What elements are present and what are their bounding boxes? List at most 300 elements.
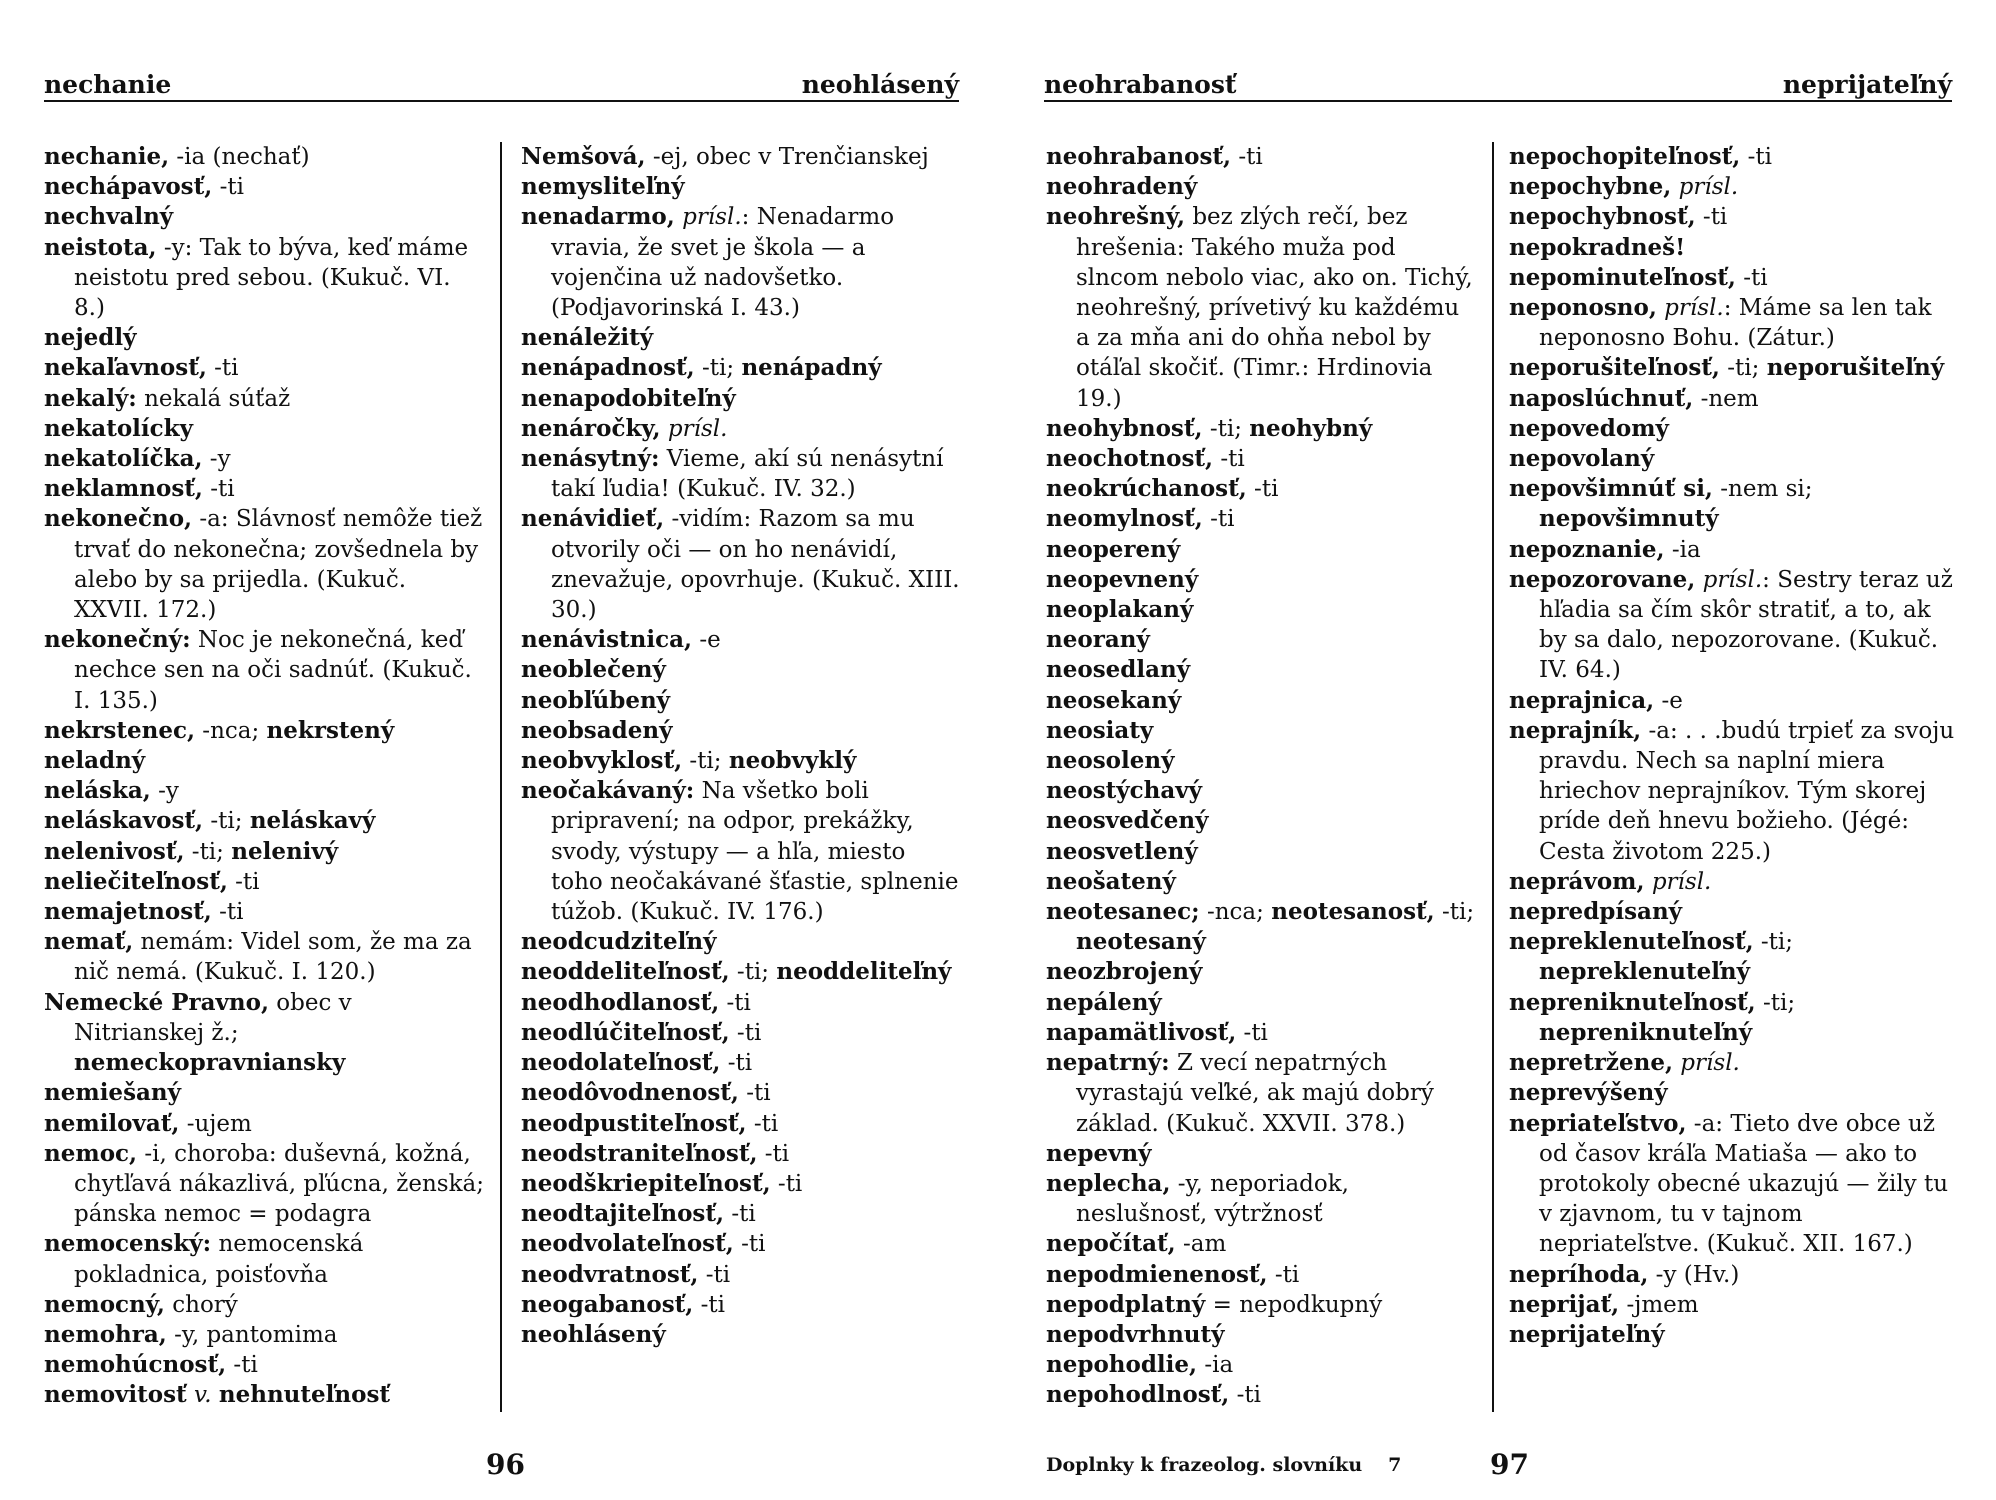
dictionary-entry bbox=[1046, 1380, 1476, 1410]
definition-text: -ti bbox=[202, 476, 235, 503]
definition-text: -ti; bbox=[1753, 929, 1794, 956]
definition-text: -e bbox=[1654, 687, 1683, 714]
definition-text: nemocenská pokladnica, poisťovňa bbox=[74, 1231, 364, 1288]
dictionary-entry bbox=[1046, 625, 1476, 655]
dictionary-entry bbox=[1046, 1320, 1476, 1350]
definition-text: -jmem bbox=[1619, 1291, 1699, 1318]
definition-text: -ti; bbox=[184, 838, 232, 865]
dictionary-entry bbox=[1509, 1290, 1955, 1320]
headword: nepodmienenosť, bbox=[1046, 1260, 1268, 1288]
definition-text: -ti bbox=[719, 989, 751, 1016]
headword: neostýchavý bbox=[1046, 777, 1202, 805]
headword: nepochybnosť, bbox=[1509, 203, 1696, 231]
dictionary-entry bbox=[1509, 988, 1955, 1048]
headword: neošatený bbox=[1046, 867, 1176, 895]
dictionary-entry bbox=[521, 444, 961, 504]
headword: neodvolateľnosť, bbox=[521, 1230, 734, 1258]
headword: neochotnosť, bbox=[1046, 445, 1214, 473]
dictionary-entry bbox=[1046, 1139, 1476, 1169]
definition-text: -ti bbox=[1735, 264, 1768, 291]
definition-text: -a: . . .budú trpieť za svoju pravdu. Nech sa naplní miera hriechov neprajníkov. Tým skorej príde deň hnevu božieho. (Jégé: Cesta životom 225.) bbox=[1539, 717, 1955, 865]
headword: nekonečný: bbox=[44, 626, 191, 654]
definition-text: -ti bbox=[1740, 144, 1772, 170]
definition-text: -ti bbox=[770, 1170, 803, 1197]
dictionary-entry bbox=[44, 444, 484, 474]
dictionary-entry bbox=[521, 957, 961, 987]
dictionary-entry bbox=[1046, 504, 1476, 534]
dictionary-entry bbox=[1046, 988, 1476, 1018]
dictionary-entry bbox=[44, 1290, 484, 1320]
definition-text: Vieme, akí sú nenásytní takí ľudia! (Kukuč. IV. 32.) bbox=[551, 446, 944, 503]
definition-text: : Nenadarmo vravia, že svet je škola — a vojenčina už nadovšetko. (Podjavorinská I. 43.) bbox=[551, 204, 895, 322]
headword: neogabanosť, bbox=[521, 1290, 694, 1318]
headword: neprevýšený bbox=[1509, 1079, 1668, 1107]
dictionary-entry bbox=[1046, 1350, 1476, 1380]
dictionary-entry bbox=[44, 142, 484, 172]
dictionary-entry bbox=[1509, 233, 1955, 263]
dictionary-entry bbox=[44, 1350, 484, 1380]
dictionary-entry bbox=[1509, 353, 1955, 383]
dictionary-entry bbox=[521, 776, 961, 927]
dictionary-entry bbox=[44, 897, 484, 927]
definition-text: -ti bbox=[211, 899, 244, 926]
dictionary-entry bbox=[44, 1320, 484, 1350]
headword: neozbrojený bbox=[1046, 958, 1203, 986]
dictionary-entry bbox=[1046, 1260, 1476, 1290]
dictionary-entry bbox=[44, 1078, 484, 1108]
headword: neohrabanosť, bbox=[1046, 143, 1232, 170]
dictionary-entry bbox=[521, 1078, 961, 1108]
dictionary-entry bbox=[44, 384, 484, 414]
headword: nemocenský: bbox=[44, 1230, 212, 1258]
dictionary-entry bbox=[1046, 202, 1476, 413]
headword: neprajník, bbox=[1509, 716, 1642, 744]
headword: nepreniknuteľnosť, bbox=[1509, 988, 1756, 1016]
dictionary-entry bbox=[1509, 867, 1955, 897]
definition-text: Noc je nekonečná, keď nechce sen na oči sadnúť. (Kukuč. I. 135.) bbox=[74, 627, 472, 714]
headword: neosvetlený bbox=[1046, 837, 1198, 865]
dictionary-entry bbox=[1046, 897, 1476, 957]
headword: neodcudziteľný bbox=[521, 928, 717, 956]
dictionary-entry bbox=[1509, 1048, 1955, 1078]
dictionary-entry bbox=[1509, 172, 1955, 202]
headword: nepriateľstvo, bbox=[1509, 1109, 1687, 1137]
headword: nepoznanie, bbox=[1509, 535, 1665, 563]
dictionary-entry bbox=[1509, 1320, 1955, 1350]
dictionary-entry bbox=[1046, 565, 1476, 595]
dictionary-entry bbox=[1046, 957, 1476, 987]
grammar-label: prísl. bbox=[1656, 295, 1724, 322]
definition-text: -ti bbox=[698, 1261, 731, 1288]
related-headword: neobvyklý bbox=[728, 747, 857, 775]
definition-text: -i, choroba: duševná, kožná, chytľavá nákazlivá, pľúcna, ženská; pánska nemoc = podagra bbox=[74, 1140, 485, 1228]
dictionary-entry bbox=[1046, 1048, 1476, 1139]
headword: nenapodobiteľný bbox=[521, 384, 736, 412]
dictionary-entry bbox=[521, 1229, 961, 1259]
definition-text: Na všetko boli pripravení; na odpor, prekážky, svody, výstupy — a hľa, miesto toho neočakávané šťastie, splnenie túžob. (Kukuč. IV. 176.) bbox=[551, 778, 959, 926]
definition-text: -ti bbox=[1236, 1019, 1268, 1046]
dictionary-entry bbox=[1509, 202, 1955, 232]
dictionary-entry bbox=[1046, 535, 1476, 565]
headword: nepovedomý bbox=[1509, 414, 1669, 442]
column-divider bbox=[500, 142, 502, 1412]
dictionary-entry bbox=[1046, 172, 1476, 202]
signature-note bbox=[1046, 1454, 1401, 1476]
definition-text: : Sestry teraz už hľadia sa čím skôr stratiť, a to, ak by sa dalo, nepozorovane. (Kukuč. IV. 64.) bbox=[1539, 566, 1953, 684]
dictionary-entry bbox=[521, 1199, 961, 1229]
related-headword: neotesanosť, bbox=[1271, 898, 1435, 926]
dictionary-entry bbox=[1046, 444, 1476, 474]
headword: nenáročky, bbox=[521, 414, 661, 442]
headword: nepálený bbox=[1046, 988, 1162, 1016]
signature-note-text: Doplnky k frazeolog. slovníku bbox=[1046, 1454, 1363, 1476]
related-headword: nepovšimnutý bbox=[1539, 505, 1719, 533]
headword: neodolateľnosť, bbox=[521, 1049, 721, 1077]
dictionary-entry bbox=[1509, 474, 1955, 534]
definition-text: -ia bbox=[1664, 536, 1701, 563]
dictionary-entry bbox=[44, 806, 484, 836]
headword: neokrúchanosť, bbox=[1046, 475, 1247, 503]
dictionary-entry bbox=[521, 323, 961, 353]
headword: nemocný, bbox=[44, 1290, 165, 1318]
headword: neodškriepiteľnosť, bbox=[521, 1169, 771, 1197]
headword: nepohodlie, bbox=[1046, 1351, 1198, 1379]
headword: neosvedčený bbox=[1046, 807, 1209, 835]
definition-text: -nca; bbox=[194, 717, 267, 744]
dictionary-entry bbox=[44, 414, 484, 444]
dictionary-entry bbox=[1509, 1260, 1955, 1290]
headword: Nemšová, bbox=[521, 143, 646, 170]
definition-text: -ti bbox=[206, 355, 239, 382]
headword: neoplakaný bbox=[1046, 596, 1194, 624]
headword: neodtajiteľnosť, bbox=[521, 1200, 725, 1228]
definition-text: -ti bbox=[693, 1291, 725, 1318]
headword: nechvalný bbox=[44, 203, 174, 231]
headword: neohlásený bbox=[521, 1320, 666, 1348]
headword: neprajnica, bbox=[1509, 686, 1655, 714]
definition-text: -y: Tak to býva, keď máme neistotu pred sebou. (Kukuč. VI. 8.) bbox=[74, 234, 469, 322]
headword: neohrešný, bbox=[1046, 203, 1186, 231]
grammar-label: prísl. bbox=[660, 415, 728, 442]
dictionary-entry bbox=[44, 867, 484, 897]
dictionary-entry bbox=[1046, 716, 1476, 746]
dictionary-entry bbox=[44, 172, 484, 202]
definition-text: -ti bbox=[746, 1110, 779, 1137]
dictionary-entry bbox=[521, 414, 961, 444]
headword: nepodvrhnutý bbox=[1046, 1320, 1225, 1348]
definition-text: -ti; bbox=[729, 959, 777, 986]
headword: nenásytný: bbox=[521, 445, 660, 473]
header-first-word: nechanie bbox=[44, 70, 172, 99]
headword: neobľúbený bbox=[521, 686, 671, 714]
related-headword: neohybný bbox=[1249, 414, 1373, 442]
related-headword: nenápadný bbox=[741, 354, 882, 382]
dictionary-entry bbox=[1509, 565, 1955, 686]
definition-text: -ti bbox=[227, 868, 260, 895]
headword: nepovšimnúť si, bbox=[1509, 475, 1713, 503]
dictionary-entry bbox=[521, 1139, 961, 1169]
definition-text: -nca; bbox=[1199, 899, 1272, 926]
related-headword: neláskavý bbox=[249, 807, 376, 835]
definition-text: -a: Tieto dve obce už od časov kráľa Matiaša — ako to protokoly obecné ukazujú — žily tu v zjavnom, tu v tajnom nepriateľstve. (Kukuč. XII. 167.) bbox=[1539, 1110, 1949, 1258]
headword: nekalý: bbox=[44, 384, 137, 412]
grammar-label: prísl. bbox=[1671, 174, 1739, 201]
headword: neodstraniteľnosť, bbox=[521, 1139, 758, 1167]
headword: nemoc, bbox=[44, 1139, 138, 1167]
dictionary-entry bbox=[1046, 474, 1476, 504]
headword: nemiešaný bbox=[44, 1079, 182, 1107]
dictionary-entry bbox=[44, 1109, 484, 1139]
definition-text: -a: Slávnosť nemôže tiež trvať do nekonečna; zovšednela by alebo by sa prijedla. (Kukuč. XXVII. 172.) bbox=[74, 506, 483, 624]
definition-text: -y, neporiadok, neslušnosť, výtržnosť bbox=[1076, 1170, 1349, 1228]
dictionary-entry bbox=[1046, 867, 1476, 897]
dictionary-entry bbox=[44, 837, 484, 867]
dictionary-entry bbox=[1509, 263, 1955, 293]
headword: nenáležitý bbox=[521, 324, 654, 352]
dictionary-entry bbox=[44, 474, 484, 504]
header-first-word: neohrabanosť bbox=[1044, 70, 1237, 99]
definition-text: -ti bbox=[729, 1019, 762, 1046]
definition-text: -y, pantomima bbox=[166, 1321, 338, 1348]
column-2 bbox=[521, 142, 961, 1350]
related-headword: neoddeliteľný bbox=[776, 958, 952, 986]
headword: neoblečený bbox=[521, 656, 666, 684]
definition-text: -ia bbox=[1197, 1352, 1234, 1379]
definition-text: -ti bbox=[720, 1050, 753, 1077]
headword: neprijateľný bbox=[1509, 1320, 1665, 1348]
dictionary-entry bbox=[1046, 1290, 1476, 1320]
headword: neosekaný bbox=[1046, 686, 1182, 714]
definition-text: -vidím: Razom sa mu otvorily oči — on ho nenávidí, znevažuje, opovrhuje. (Kukuč. XIII. 30.) bbox=[551, 506, 960, 624]
header-last-word: neohlásený bbox=[801, 70, 959, 99]
dictionary-entry bbox=[44, 625, 484, 716]
dictionary-entry bbox=[1046, 414, 1476, 444]
headword: neodôvodnenosť, bbox=[521, 1079, 739, 1107]
related-headword: nehnuteľnosť bbox=[218, 1381, 391, 1409]
headword: nemysliteľný bbox=[521, 173, 685, 201]
headword: nechápavosť, bbox=[44, 173, 213, 201]
headword: neosiaty bbox=[1046, 716, 1154, 744]
dictionary-entry bbox=[521, 1048, 961, 1078]
headword: nepokradneš! bbox=[1509, 233, 1686, 261]
related-headword: nelenivý bbox=[231, 837, 339, 865]
dictionary-entry bbox=[521, 686, 961, 716]
grammar-label: v. bbox=[186, 1382, 219, 1409]
dictionary-entry bbox=[44, 716, 484, 746]
definition-text: nemám: Videl som, že ma za nič nemá. (Kukuč. I. 120.) bbox=[74, 929, 472, 986]
right-page bbox=[998, 0, 1996, 1500]
headword: neočakávaný: bbox=[521, 777, 695, 805]
dictionary-entry bbox=[521, 988, 961, 1018]
definition-text: nekalá súťaž bbox=[136, 385, 291, 412]
related-headword: nemeckopravniansky bbox=[74, 1049, 346, 1077]
definition-text: -y (Hv.) bbox=[1648, 1261, 1740, 1288]
headword: neodpustiteľnosť, bbox=[521, 1109, 747, 1137]
definition-text: -e bbox=[692, 627, 721, 654]
headword: nenápadnosť, bbox=[521, 354, 695, 382]
headword: napamätlivosť, bbox=[1046, 1018, 1237, 1046]
headword: neobsadený bbox=[521, 716, 673, 744]
headword: neprávom, bbox=[1509, 867, 1645, 895]
headword: nekonečno, bbox=[44, 505, 193, 533]
dictionary-entry bbox=[521, 353, 961, 383]
dictionary-entry bbox=[44, 988, 484, 1079]
headword: neodlúčiteľnosť, bbox=[521, 1018, 730, 1046]
definition-text: -ti; bbox=[1202, 415, 1250, 442]
headword: nepredpísaný bbox=[1509, 898, 1683, 926]
dictionary-entry bbox=[1509, 535, 1955, 565]
header-last-word: neprijateľný bbox=[1782, 70, 1952, 99]
headword: neoddeliteľnosť, bbox=[521, 958, 730, 986]
headword: neobvyklosť, bbox=[521, 747, 683, 775]
definition-text: -ti bbox=[1695, 204, 1728, 231]
dictionary-entry bbox=[44, 1139, 484, 1230]
headword: nepreklenuteľnosť, bbox=[1509, 928, 1754, 956]
definition-text: -ti bbox=[733, 1231, 766, 1258]
headword: neosedlaný bbox=[1046, 656, 1191, 684]
definition-text: chorý bbox=[164, 1291, 238, 1318]
dictionary-entry bbox=[1509, 384, 1955, 414]
column-divider bbox=[1492, 142, 1494, 1412]
headword: nelenivosť, bbox=[44, 837, 185, 865]
definition-text: -ti; bbox=[1755, 989, 1796, 1016]
headword: nekatolícky bbox=[44, 414, 193, 442]
headword: neklamnosť, bbox=[44, 475, 203, 503]
definition-text: -ti bbox=[1202, 506, 1235, 533]
headword: nenávidieť, bbox=[521, 505, 665, 533]
column-1 bbox=[1046, 142, 1476, 1411]
dictionary-entry bbox=[1046, 1018, 1476, 1048]
headword: nekatolíčka, bbox=[44, 445, 203, 473]
definition-text: -ti; bbox=[1719, 355, 1767, 382]
headword: neprijať, bbox=[1509, 1290, 1620, 1318]
grammar-label: prísl. bbox=[1644, 868, 1712, 895]
related-headword: nepreniknuteľný bbox=[1539, 1018, 1753, 1046]
definition-text: -ti bbox=[1267, 1261, 1300, 1288]
dictionary-entry bbox=[1046, 1229, 1476, 1259]
headword: nemovitosť bbox=[44, 1381, 187, 1409]
dictionary-entry bbox=[1509, 716, 1955, 867]
dictionary-entry bbox=[1046, 837, 1476, 867]
dictionary-entry bbox=[521, 655, 961, 685]
headword: neodvratnosť, bbox=[521, 1260, 699, 1288]
running-header bbox=[1044, 66, 1952, 102]
headword: neplecha, bbox=[1046, 1169, 1171, 1197]
dictionary-entry bbox=[1046, 776, 1476, 806]
headword: neporušiteľnosť, bbox=[1509, 354, 1720, 382]
headword: nepodplatný bbox=[1046, 1290, 1206, 1318]
headword: neponosno, bbox=[1509, 294, 1657, 322]
column-1 bbox=[44, 142, 484, 1411]
headword: nechanie, bbox=[44, 143, 170, 170]
page-number: 97 bbox=[1490, 1448, 1529, 1481]
headword: nemilovať, bbox=[44, 1109, 180, 1137]
headword: nepohodlnosť, bbox=[1046, 1381, 1230, 1409]
definition-text: -ti; bbox=[682, 748, 729, 775]
headword: neosolený bbox=[1046, 747, 1175, 775]
dictionary-entry bbox=[521, 1109, 961, 1139]
related-headword: neporušiteľný bbox=[1766, 354, 1945, 382]
definition-text: Z vecí nepatrných vyrastajú veľké, ak majú dobrý základ. (Kukuč. XXVII. 378.) bbox=[1076, 1050, 1434, 1137]
headword: neodhodlanosť, bbox=[521, 988, 720, 1016]
headword: neláskavosť, bbox=[44, 807, 204, 835]
definition-text: -ej, obec v Trenčianskej bbox=[645, 144, 929, 170]
headword: nemohra, bbox=[44, 1320, 167, 1348]
dictionary-entry bbox=[44, 504, 484, 625]
grammar-label: prísl. bbox=[1695, 566, 1763, 593]
dictionary-entry bbox=[521, 625, 961, 655]
dictionary-entry bbox=[1046, 142, 1476, 172]
dictionary-entry bbox=[1509, 1109, 1955, 1260]
headword: nepevný bbox=[1046, 1139, 1152, 1167]
definition-text: : Máme sa len tak neponosno Bohu. (Zátur.) bbox=[1539, 295, 1932, 352]
headword: nemohúcnosť, bbox=[44, 1351, 227, 1379]
dictionary-entry bbox=[44, 776, 484, 806]
headword: nepochopiteľnosť, bbox=[1509, 143, 1741, 170]
dictionary-entry bbox=[521, 384, 961, 414]
headword: neomylnosť, bbox=[1046, 505, 1203, 533]
dictionary-entry bbox=[521, 1290, 961, 1320]
headword: neopevnený bbox=[1046, 565, 1199, 593]
dictionary-entry bbox=[44, 746, 484, 776]
page-number: 96 bbox=[486, 1448, 525, 1481]
dictionary-entry bbox=[1509, 414, 1955, 444]
headword: neliečiteľnosť, bbox=[44, 867, 228, 895]
headword: nepochybne, bbox=[1509, 173, 1672, 201]
dictionary-entry bbox=[521, 1169, 961, 1199]
headword: nepatrný: bbox=[1046, 1049, 1170, 1077]
headword: nepovolaný bbox=[1509, 445, 1655, 473]
grammar-label: prísl. bbox=[1673, 1050, 1740, 1077]
headword: nenadarmo, bbox=[521, 203, 675, 231]
definition-text: -am bbox=[1175, 1231, 1227, 1258]
definition-text: -ti bbox=[1229, 1382, 1261, 1409]
dictionary-entry bbox=[1509, 897, 1955, 927]
headword: nenávistnica, bbox=[521, 626, 693, 654]
definition-text: obec v Nitrianskej ž.; bbox=[74, 989, 352, 1046]
headword: Nemecké Pravno, bbox=[44, 988, 269, 1016]
dictionary-entry bbox=[1509, 1078, 1955, 1108]
related-headword: nepreklenuteľný bbox=[1539, 958, 1751, 986]
headword: neohybnosť, bbox=[1046, 414, 1203, 442]
definition-text: -y bbox=[202, 446, 231, 473]
dictionary-entry bbox=[521, 716, 961, 746]
dictionary-entry bbox=[521, 1320, 961, 1350]
definition-text: -ti bbox=[1246, 476, 1279, 503]
dictionary-entry bbox=[521, 746, 961, 776]
definition-text: -nem bbox=[1693, 385, 1759, 412]
dictionary-entry bbox=[44, 323, 484, 353]
dictionary-entry bbox=[521, 202, 961, 323]
headword: nejedlý bbox=[44, 324, 137, 352]
dictionary-entry bbox=[1509, 686, 1955, 716]
headword: neotesanec; bbox=[1046, 898, 1200, 926]
running-header bbox=[44, 66, 959, 102]
headword: nekrstenec, bbox=[44, 716, 195, 744]
headword: neoperený bbox=[1046, 535, 1181, 563]
headword: neohradený bbox=[1046, 173, 1198, 201]
headword: nepominuteľnosť, bbox=[1509, 263, 1736, 291]
definition-text: -ti bbox=[738, 1080, 771, 1107]
dictionary-entry bbox=[521, 1260, 961, 1290]
headword: nepríhoda, bbox=[1509, 1260, 1649, 1288]
definition-text: -ti bbox=[757, 1140, 790, 1167]
definition-text: -ti; bbox=[694, 355, 742, 382]
column-2 bbox=[1509, 142, 1955, 1350]
dictionary-entry bbox=[1046, 686, 1476, 716]
dictionary-entry bbox=[1509, 927, 1955, 987]
definition-text: -nem si; bbox=[1712, 476, 1813, 503]
